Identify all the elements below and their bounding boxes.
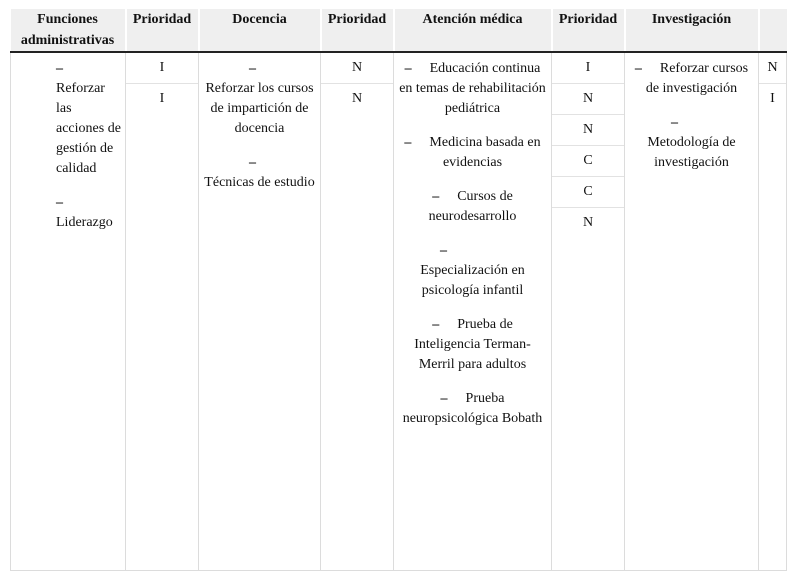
cell-prioridad-1 (126, 52, 199, 571)
cell-funciones (11, 52, 126, 571)
list-item: – Cursos de neurodesarrollo (428, 189, 517, 224)
priority-value: N (552, 84, 624, 115)
priority-value: I (159, 91, 165, 106)
dash-marker: – (56, 61, 63, 76)
priority-value: N (582, 215, 594, 230)
header-prioridad-4 (759, 9, 787, 52)
list-item: – Prueba neuropsicológica Bobath (402, 391, 543, 426)
priority-value: N (351, 91, 363, 106)
list-item: – Reforzar los cursos de impartición de docencia (199, 59, 320, 139)
list-item: – Metodología de investigación (625, 113, 758, 173)
priority-value: I (126, 53, 198, 84)
header-investigacion: Investigación (625, 9, 759, 52)
dash-marker: – (56, 195, 63, 210)
list-item: – Liderazgo (56, 193, 121, 233)
dash-marker: – (404, 135, 412, 150)
cell-prioridad-3 (552, 52, 625, 571)
cell-prioridad-4 (759, 52, 787, 571)
dash-marker: – (671, 115, 678, 130)
list-item: – Técnicas de estudio (204, 155, 315, 190)
header-atencion: Atención médica (394, 9, 552, 52)
header-prioridad-1: Prioridad (126, 9, 199, 52)
list-item: – Reforzar cursos de investigación (634, 61, 749, 96)
header-docencia: Docencia (199, 9, 321, 52)
cell-atencion (394, 52, 552, 571)
dash-marker: – (432, 317, 440, 332)
dash-marker: – (249, 155, 256, 170)
cell-docencia (199, 52, 321, 571)
dash-marker: – (440, 243, 447, 258)
priorities-table (10, 9, 787, 571)
list-item: – Reforzar las acciones de gestión de calidad (56, 61, 121, 176)
dash-marker: – (634, 61, 642, 76)
priority-value: I (552, 53, 624, 84)
priority-value: N (552, 115, 624, 146)
header-prioridad-2: Prioridad (321, 9, 394, 52)
dash-marker: – (440, 391, 448, 406)
header-row (11, 9, 787, 52)
dash-marker: – (249, 61, 256, 76)
dash-marker: – (404, 61, 412, 76)
priority-value: N (759, 53, 786, 84)
priority-value: I (770, 91, 775, 106)
dash-marker: – (432, 189, 440, 204)
priority-value: N (321, 53, 393, 84)
list-item: – Prueba de Inteligencia Terman-Merril para adultos (414, 317, 531, 372)
cell-prioridad-2 (321, 52, 394, 571)
list-item: – Especialización en psicología infantil (394, 241, 551, 301)
list-item: – Medicina basada en evidencias (404, 135, 541, 170)
body-row (11, 52, 787, 571)
list-item: – Educación continua en temas de rehabilitación pediátrica (399, 61, 546, 116)
priority-value: C (552, 177, 624, 208)
header-prioridad-3: Prioridad (552, 9, 625, 52)
cell-investigacion (625, 52, 759, 571)
priority-value: C (552, 146, 624, 177)
header-funciones: Funciones administrativas (11, 9, 126, 52)
